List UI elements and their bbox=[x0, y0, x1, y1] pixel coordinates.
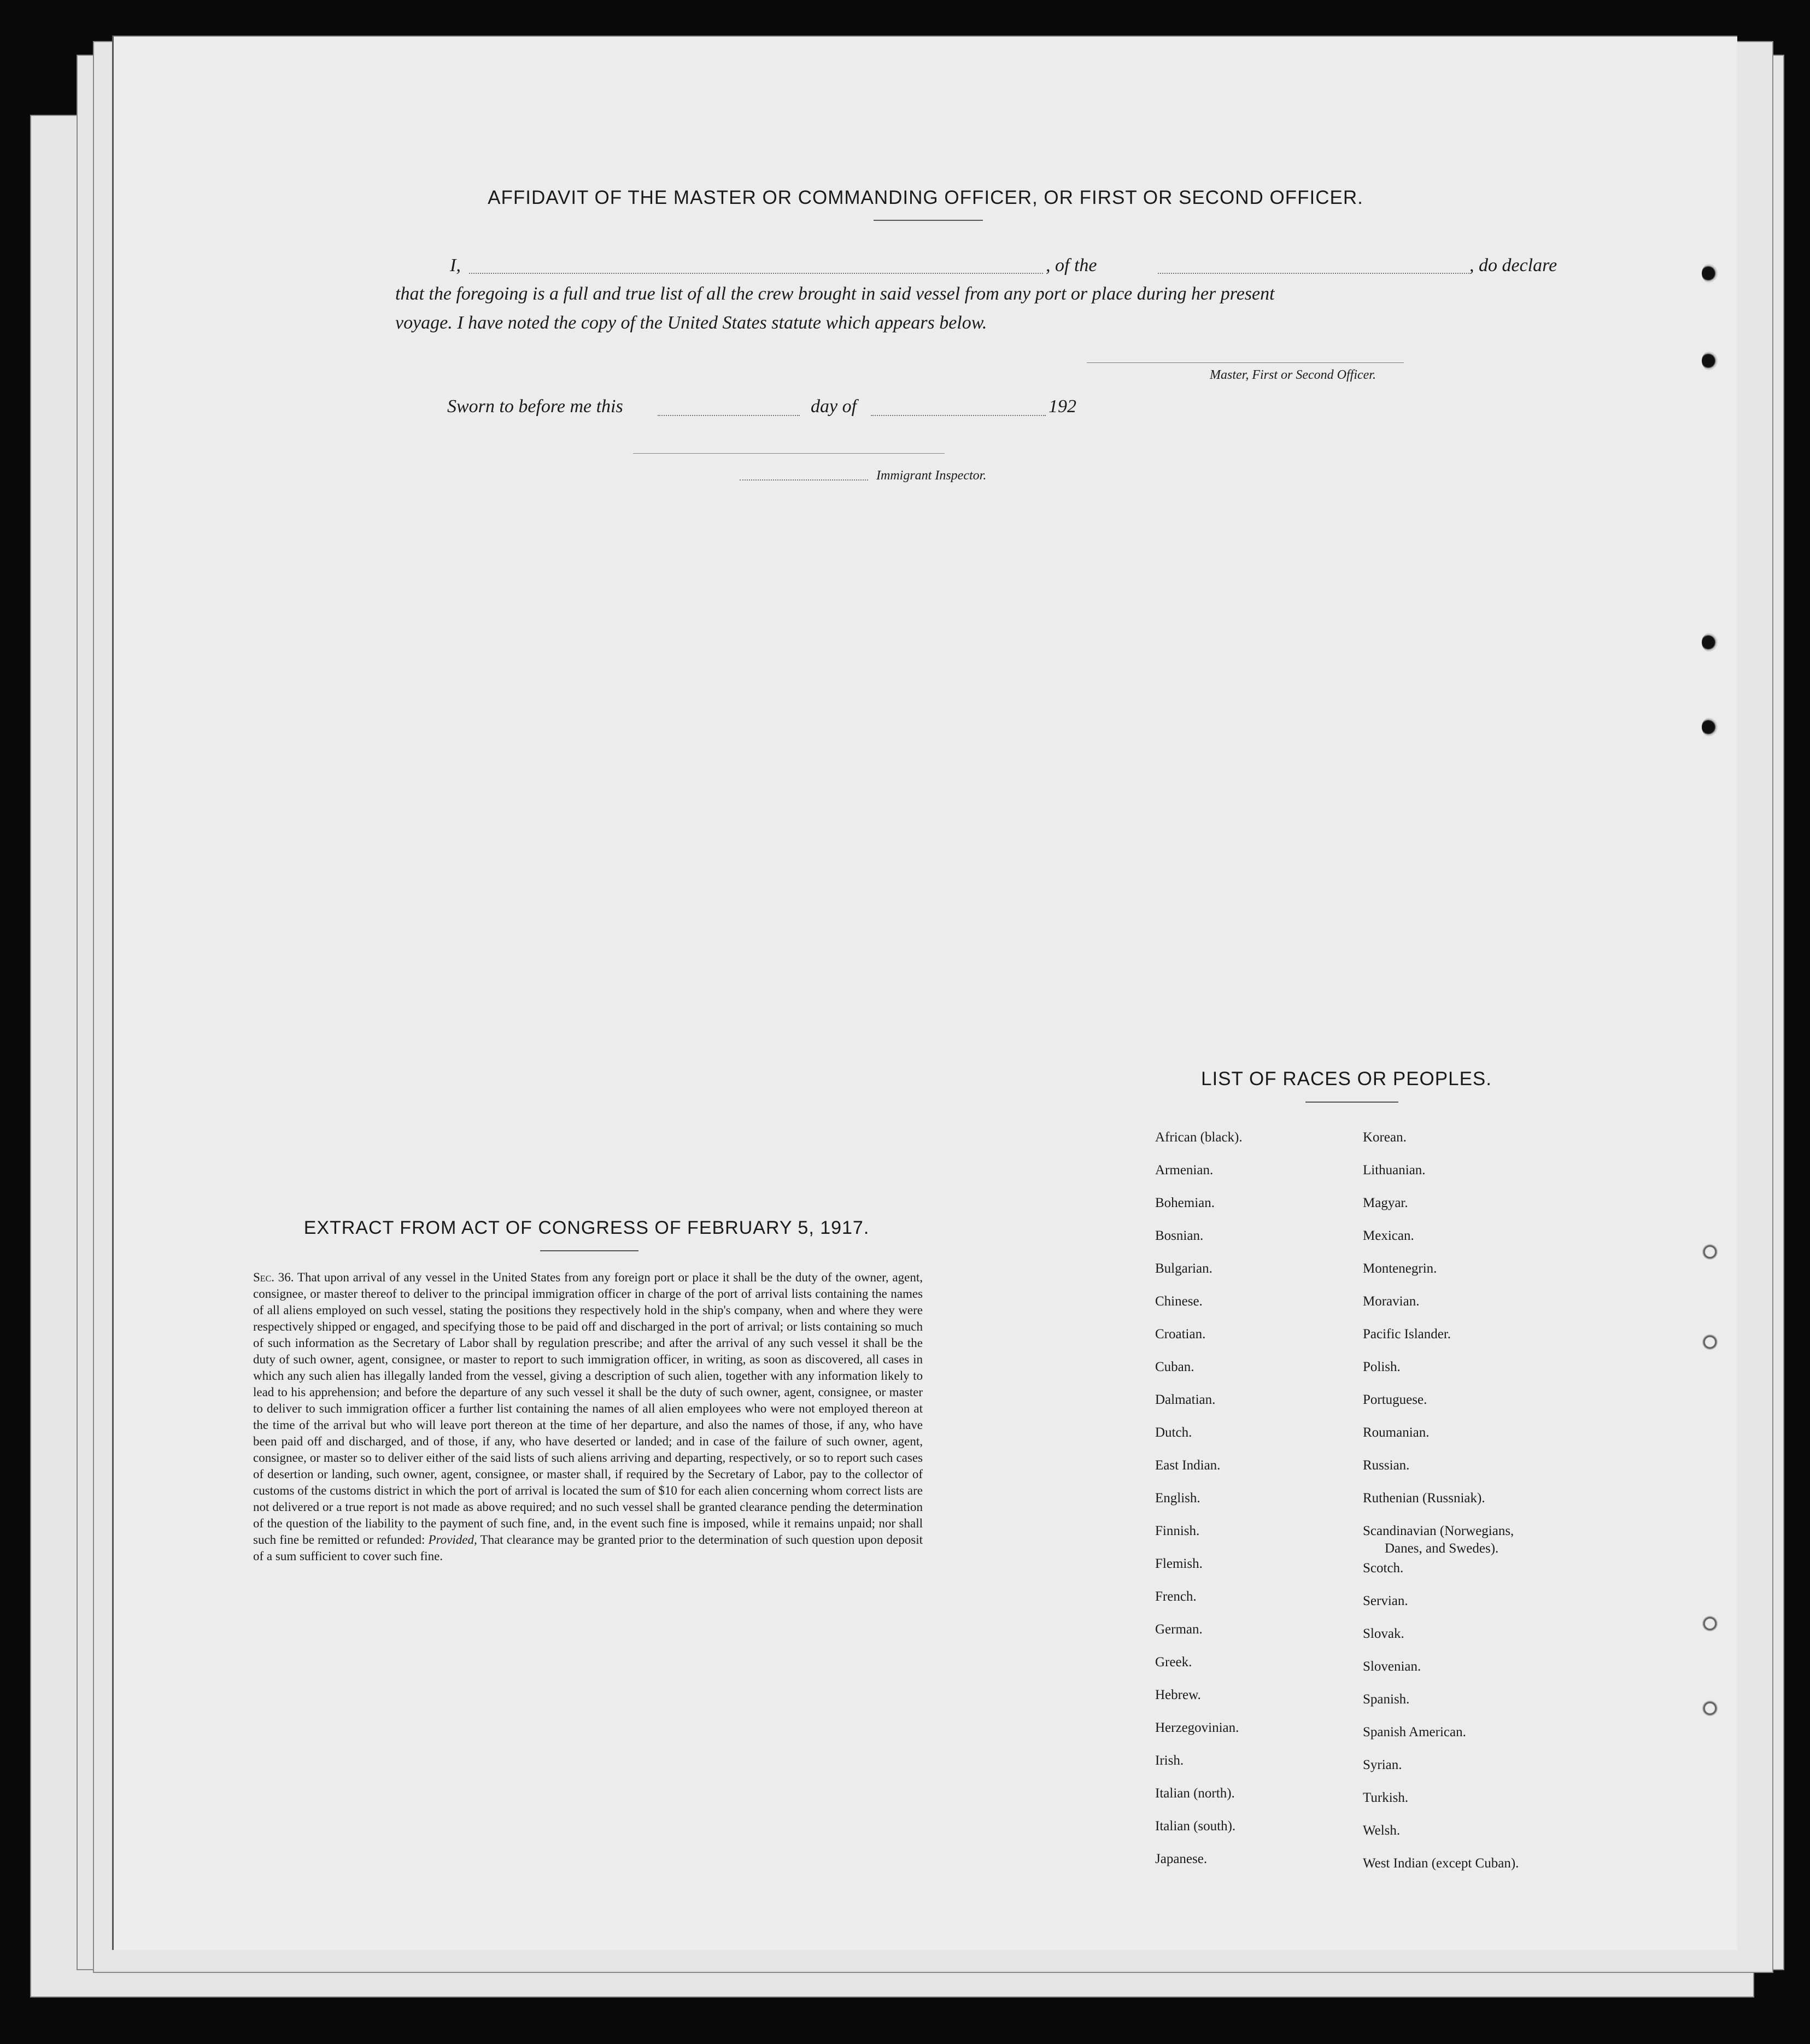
binder-hole bbox=[1702, 263, 1718, 283]
binder-hole bbox=[1702, 1242, 1718, 1262]
affidavit-title: AFFIDAVIT OF THE MASTER OR COMMANDING OFFICER, OR FIRST OR SECOND OFFICER. bbox=[488, 187, 1363, 208]
race-item: Dutch. bbox=[1155, 1425, 1192, 1440]
race-item: Bosnian. bbox=[1155, 1228, 1204, 1243]
sworn-day-of: day of bbox=[811, 396, 857, 417]
extract-text: That upon arrival of any vessel in the United States from any foreign port or place it shall be the duty of the owner, agent, consignee, or master thereof to deliver to the principal immigration officer in charge of the port of arrival lists containing the names of all aliens employed on such vessel, stating the positions they respectively hold in the ship's company, when and where they were respectively shipped or engaged, and specifying those to be paid off and discharged in the port of arrival; or lists containing so much of such information as the Secretary of Labor shall by regulation prescribe; and after the arrival of any such vessel it shall be the duty of such owner, agent, consignee, or master to report to such immigration officer, in writing, as soon as discovered, all cases in which any such alien has illegally landed from the vessel, giving a description of such alien, together with any information likely to lead to his apprehension; and before the departure of any such vessel it shall be the duty of such owner, agent, consignee, or master to deliver to such immigration officer a further list containing the names of all alien employees who were not employed thereon at the time of the arrival but who will leave port thereon at the time of her departure, and also the names of those, if any, who have been paid off and discharged, and of those, if any, who have deserted or landed; and in case of the failure of such owner, agent, consignee, or master so to deliver either of the said lists of such aliens arriving and departing, respectively, or so to report such cases of desertion or landing, such owner, agent, consignee, or master shall, if required by the Secretary of Labor, pay to the collector of customs of the customs district in which the port of arrival is located the sum of $10 for each alien concerning whom correct lists are not delivered or a true report is not made as above required; and no such vessel shall be granted clearance pending the determination of the question of the liability to the payment of such fine, and, in the event such fine is imposed, while it remains unpaid; nor shall such fine be remitted or refunded: bbox=[253, 1270, 923, 1547]
race-item: Danes, and Swedes). bbox=[1385, 1541, 1499, 1556]
race-item: English. bbox=[1155, 1491, 1200, 1506]
race-item: Italian (south). bbox=[1155, 1819, 1236, 1834]
extract-body bbox=[253, 1269, 923, 1565]
races-divider bbox=[1305, 1102, 1398, 1103]
race-item: Polish. bbox=[1363, 1360, 1401, 1374]
affidavit-line-2: that the foregoing is a full and true list of all the crew brought in said vessel from any port or place during her present bbox=[395, 284, 1275, 304]
races-right-column bbox=[1363, 1130, 1519, 1889]
race-item: Croatian. bbox=[1155, 1327, 1206, 1342]
races-left-column bbox=[1155, 1130, 1243, 1884]
race-item: Armenian. bbox=[1155, 1163, 1214, 1178]
affidavit-of-the: , of the bbox=[1046, 255, 1097, 276]
binder-hole bbox=[1702, 351, 1718, 371]
extract-divider bbox=[540, 1250, 639, 1251]
section-label: Sec. 36. bbox=[253, 1270, 294, 1284]
race-item: Ruthenian (Russniak). bbox=[1363, 1491, 1485, 1506]
race-item: Hebrew. bbox=[1155, 1688, 1201, 1702]
race-item: Scandinavian (Norwegians, bbox=[1363, 1524, 1514, 1538]
proviso-label: Provided, bbox=[428, 1533, 477, 1547]
master-signature-line[interactable] bbox=[1087, 362, 1404, 363]
master-name-blank[interactable] bbox=[469, 273, 1043, 274]
race-item: Slovak. bbox=[1363, 1626, 1404, 1641]
race-item: West Indian (except Cuban). bbox=[1363, 1856, 1519, 1871]
race-item: Servian. bbox=[1363, 1594, 1408, 1608]
extract-text-end: That clearance may be granted prior to the determination of such question upon deposit of a sum sufficient to cover such fine. bbox=[253, 1533, 923, 1563]
binder-hole bbox=[1702, 1614, 1718, 1633]
inspector-top-line bbox=[633, 453, 945, 454]
race-item: Lithuanian. bbox=[1363, 1163, 1426, 1178]
affidavit-declare: , do declare bbox=[1469, 255, 1557, 276]
race-item: Italian (north). bbox=[1155, 1786, 1235, 1801]
race-item: Syrian. bbox=[1363, 1758, 1402, 1772]
sworn-year: 192 bbox=[1048, 396, 1076, 417]
sworn-prefix: Sworn to before me this bbox=[447, 396, 623, 417]
sworn-month-blank[interactable] bbox=[871, 415, 1046, 416]
binder-hole bbox=[1702, 1332, 1718, 1352]
affidavit-i: I, bbox=[450, 255, 461, 276]
race-item: Russian. bbox=[1363, 1458, 1410, 1473]
race-item: Bohemian. bbox=[1155, 1196, 1215, 1210]
race-item: Dalmatian. bbox=[1155, 1392, 1216, 1407]
race-item: Cuban. bbox=[1155, 1360, 1194, 1374]
race-item: Korean. bbox=[1363, 1130, 1407, 1145]
race-item: Pacific Islander. bbox=[1363, 1327, 1451, 1342]
master-signature-label: Master, First or Second Officer. bbox=[1210, 368, 1376, 382]
races-title: LIST OF RACES OR PEOPLES. bbox=[1200, 1068, 1492, 1090]
race-item: Finnish. bbox=[1155, 1524, 1200, 1538]
race-item: Turkish. bbox=[1363, 1790, 1409, 1805]
race-item: Scotch. bbox=[1363, 1561, 1404, 1576]
binder-hole bbox=[1702, 632, 1718, 652]
race-item: German. bbox=[1155, 1622, 1203, 1637]
race-item: Herzegovinian. bbox=[1155, 1720, 1239, 1735]
race-item: Mexican. bbox=[1363, 1228, 1414, 1243]
inspector-signature-line[interactable] bbox=[740, 479, 868, 481]
race-item: Japanese. bbox=[1155, 1852, 1208, 1866]
race-item: Bulgarian. bbox=[1155, 1261, 1212, 1276]
race-item: Irish. bbox=[1155, 1753, 1184, 1768]
extract-title: EXTRACT FROM ACT OF CONGRESS OF FEBRUARY 5, 1917. bbox=[303, 1217, 870, 1238]
race-item: African (black). bbox=[1155, 1130, 1243, 1145]
race-item: Slovenian. bbox=[1363, 1659, 1421, 1674]
form-page bbox=[112, 36, 1737, 1950]
race-item: French. bbox=[1155, 1589, 1197, 1604]
vessel-name-blank[interactable] bbox=[1158, 273, 1469, 274]
binder-hole bbox=[1702, 717, 1718, 737]
race-item: Spanish. bbox=[1363, 1692, 1410, 1707]
affidavit-line-3: voyage. I have noted the copy of the United States statute which appears below. bbox=[395, 313, 987, 333]
race-item: Roumanian. bbox=[1363, 1425, 1430, 1440]
binder-hole bbox=[1702, 1699, 1718, 1718]
sworn-day-blank[interactable] bbox=[658, 415, 800, 416]
title-divider bbox=[874, 220, 983, 221]
race-item: Chinese. bbox=[1155, 1294, 1203, 1309]
race-item: Spanish American. bbox=[1363, 1725, 1466, 1740]
race-item: Greek. bbox=[1155, 1655, 1192, 1670]
race-item: Moravian. bbox=[1363, 1294, 1420, 1309]
race-item: Montenegrin. bbox=[1363, 1261, 1437, 1276]
race-item: Flemish. bbox=[1155, 1556, 1203, 1571]
race-item: Welsh. bbox=[1363, 1823, 1401, 1838]
inspector-label: Immigrant Inspector. bbox=[876, 468, 987, 483]
race-item: Portuguese. bbox=[1363, 1392, 1427, 1407]
race-item: Magyar. bbox=[1363, 1196, 1408, 1210]
race-item: East Indian. bbox=[1155, 1458, 1221, 1473]
